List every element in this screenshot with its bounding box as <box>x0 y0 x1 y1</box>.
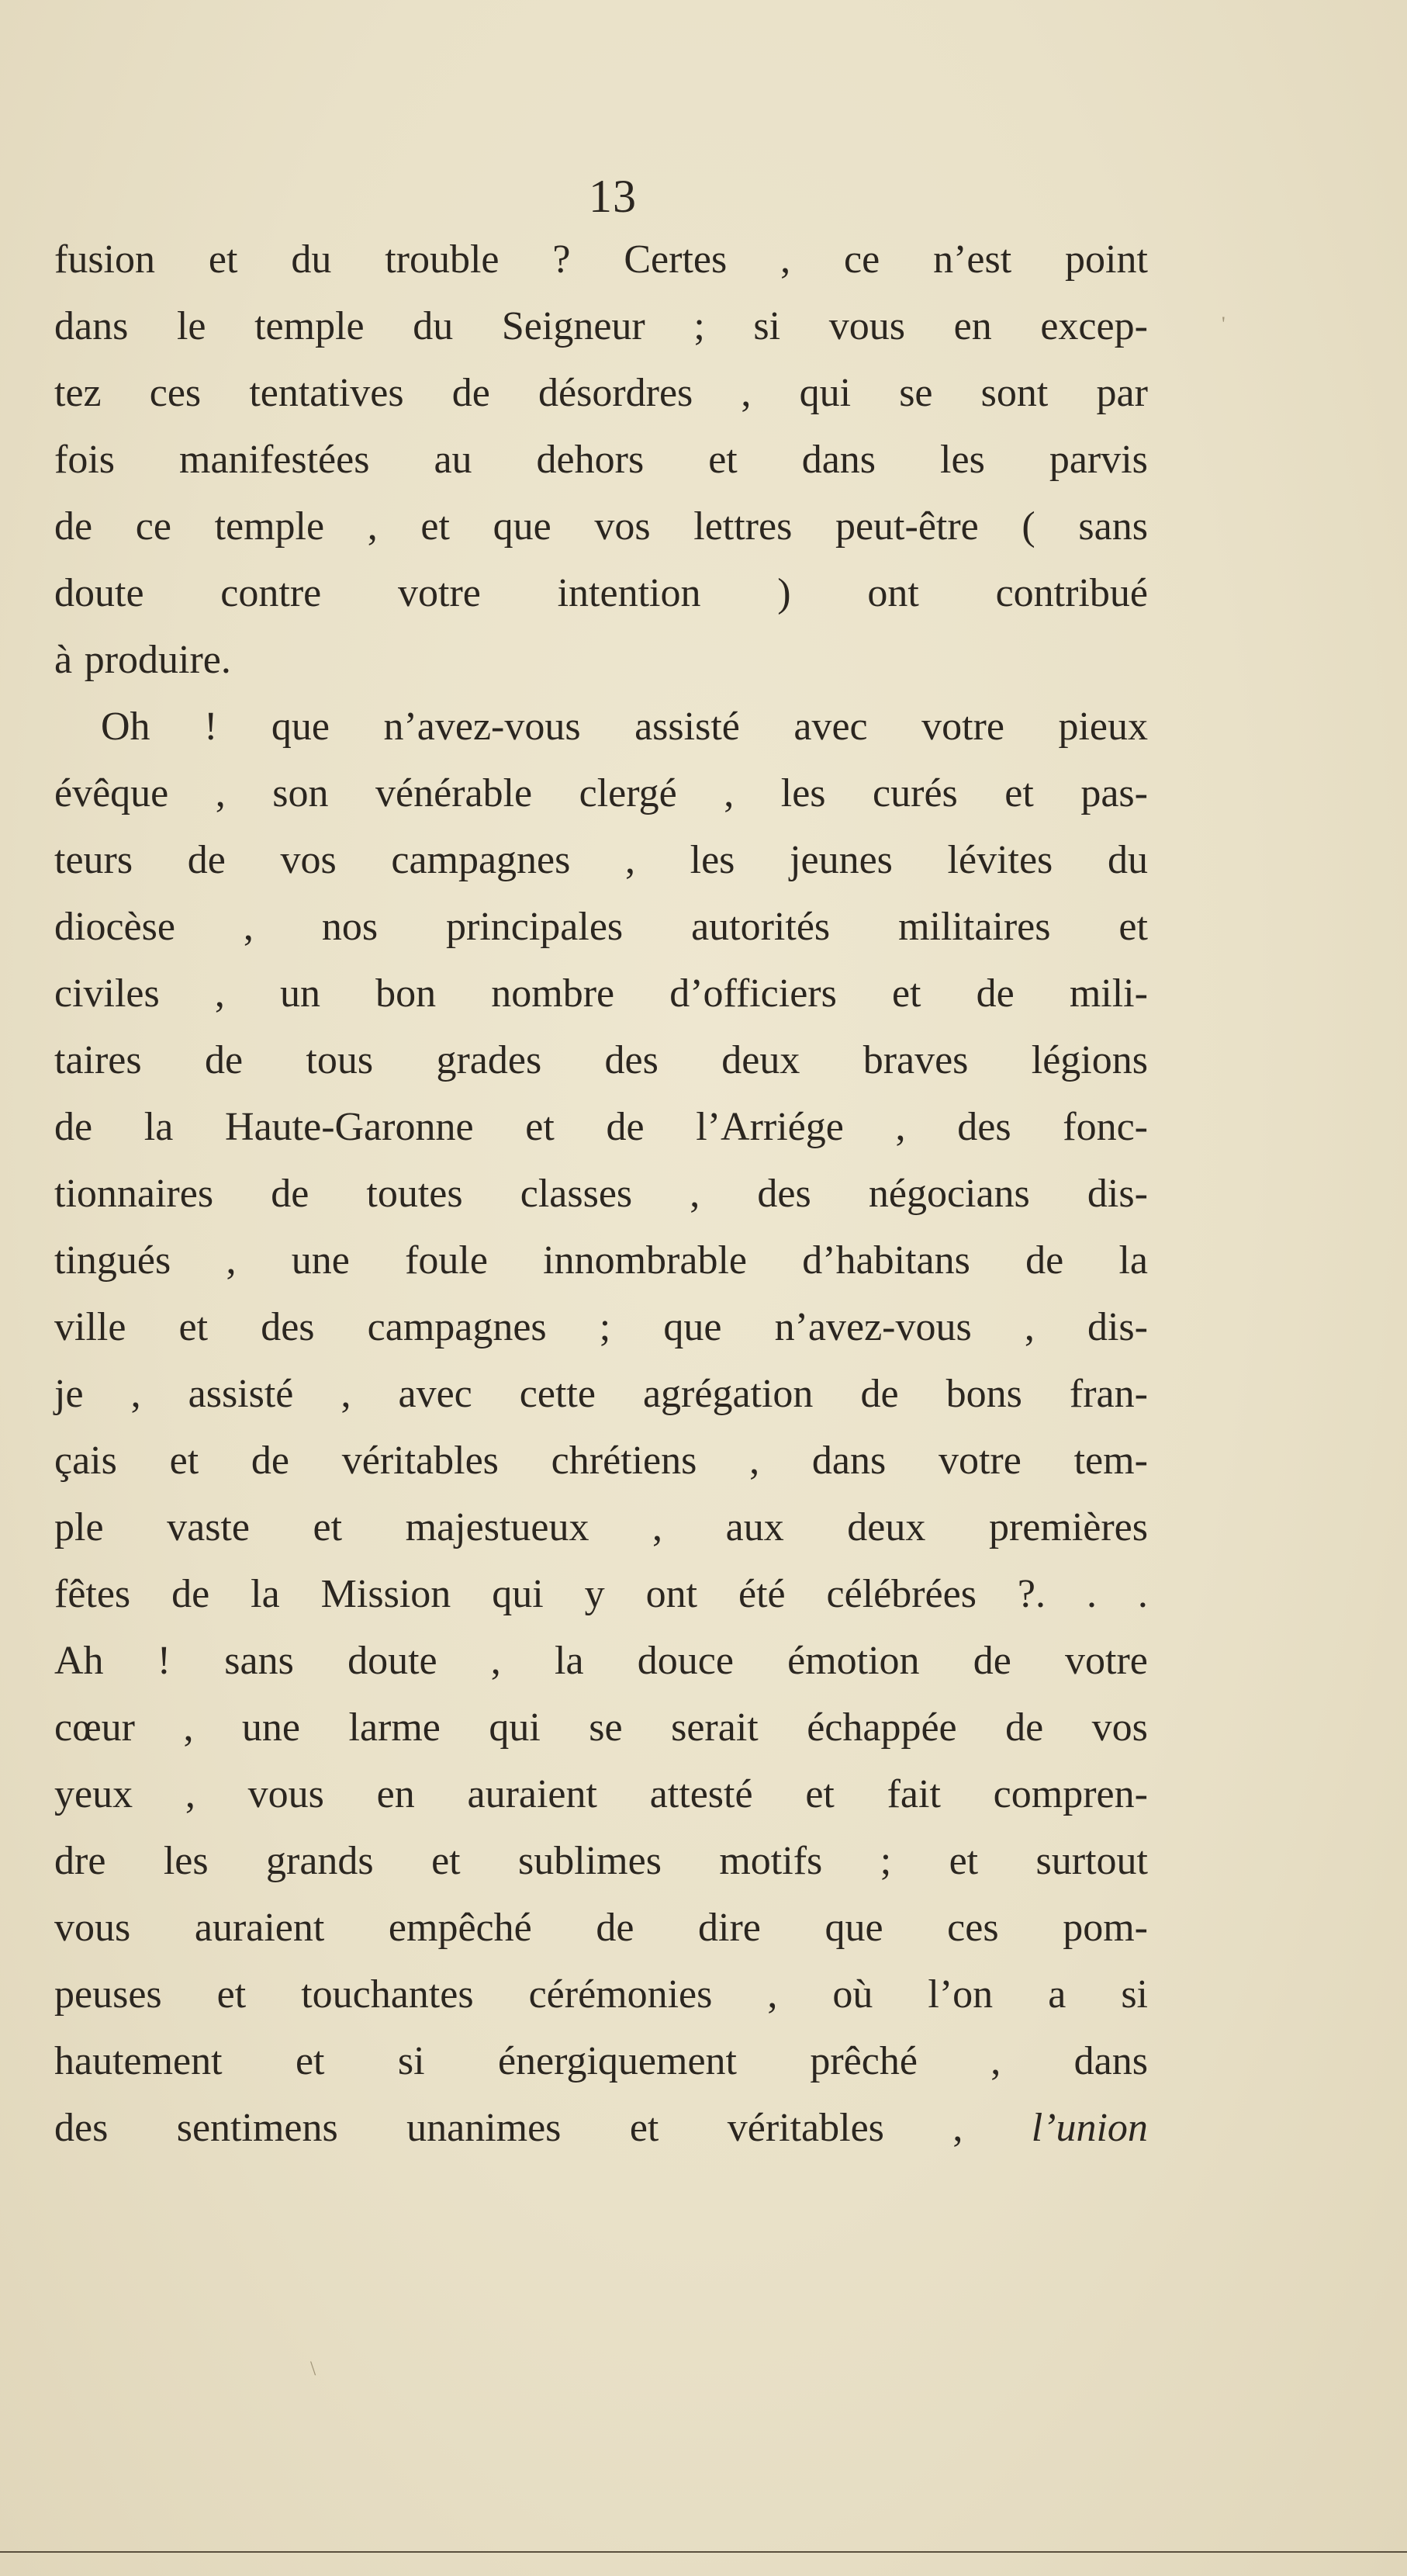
word: vous <box>54 1906 131 1950</box>
word: vos <box>280 838 337 882</box>
word: Oh <box>101 705 150 749</box>
word: , <box>952 2106 963 2150</box>
text-line <box>54 2095 1148 2162</box>
word: vos <box>594 504 651 549</box>
word: vos <box>1091 1705 1148 1750</box>
word: dans <box>801 438 876 482</box>
word: si <box>397 2039 425 2083</box>
word: du <box>1107 838 1148 882</box>
word: deux <box>721 1038 800 1082</box>
word: produire. <box>84 638 231 682</box>
text-line <box>54 1761 1148 1828</box>
word: nos <box>321 905 379 949</box>
word: et <box>216 1972 247 2017</box>
word: , <box>490 1639 501 1683</box>
word: de <box>860 1372 899 1416</box>
word: lévites <box>947 838 1053 882</box>
word: fois <box>54 438 115 482</box>
word: de <box>271 1172 309 1216</box>
text-line <box>54 1895 1148 1961</box>
word: pom- <box>1063 1906 1148 1950</box>
word: sans <box>1078 504 1148 549</box>
word: et <box>629 2106 659 2150</box>
word: et <box>169 1439 199 1483</box>
text-line <box>54 427 1148 493</box>
word: a <box>1048 1972 1066 2017</box>
word: et <box>208 237 238 282</box>
word: ?. <box>1017 1572 1046 1616</box>
word: Haute-Garonne <box>225 1105 474 1149</box>
word: ont <box>645 1572 698 1616</box>
word: grades <box>436 1038 542 1082</box>
word: touchantes <box>301 1972 474 2017</box>
word: de <box>187 838 226 882</box>
word: de <box>606 1105 645 1149</box>
word: agrégation <box>642 1372 814 1416</box>
word: par <box>1096 371 1148 415</box>
word: votre <box>1065 1639 1148 1683</box>
word: bon <box>375 971 437 1016</box>
word: , <box>749 1439 760 1483</box>
text-line <box>54 961 1148 1027</box>
word: , <box>690 1172 700 1216</box>
text-line <box>54 827 1148 894</box>
word: innombrable <box>543 1238 747 1283</box>
word: de <box>1005 1705 1044 1750</box>
word: fusion <box>54 237 155 282</box>
word: ont <box>867 571 919 615</box>
word: dre <box>54 1839 106 1883</box>
word: larme <box>348 1705 441 1750</box>
page-edge-rule <box>0 2551 1407 2553</box>
word: bons <box>945 1372 1022 1416</box>
word: ces <box>947 1906 999 1950</box>
word: légions <box>1031 1038 1148 1082</box>
text-line <box>54 1695 1148 1761</box>
word: mili- <box>1069 971 1148 1016</box>
word: fran- <box>1069 1372 1148 1416</box>
word: ces <box>149 371 202 415</box>
word: Mission <box>320 1572 451 1616</box>
word: doute <box>347 1639 437 1683</box>
word: la <box>143 1105 174 1149</box>
word: parvis <box>1049 438 1148 482</box>
word: sans <box>224 1639 294 1683</box>
word: désordres <box>538 371 693 415</box>
word: pieux <box>1058 705 1148 749</box>
word: , <box>215 771 226 815</box>
word: où <box>832 1972 873 2017</box>
word: . <box>1137 1572 1148 1616</box>
word: et <box>420 504 450 549</box>
word: , <box>652 1505 663 1549</box>
word: vous <box>828 304 905 348</box>
word: d’habitans <box>802 1238 970 1283</box>
word: ( <box>1022 504 1035 549</box>
word: assisté <box>188 1372 294 1416</box>
word: manifestées <box>179 438 370 482</box>
word: des <box>54 2106 109 2150</box>
word: nombre <box>491 971 615 1016</box>
word: dans <box>54 304 129 348</box>
word: tentatives <box>249 371 404 415</box>
word: principales <box>446 905 624 949</box>
word: n’avez-vous <box>383 705 581 749</box>
word: ) <box>777 571 791 615</box>
word: intention <box>557 571 701 615</box>
word: les <box>163 1839 209 1883</box>
word: de <box>251 1439 289 1483</box>
word: diocèse <box>54 905 175 949</box>
word: une <box>241 1705 301 1750</box>
word: teurs <box>54 838 133 882</box>
word: sont <box>980 371 1049 415</box>
word: la <box>1118 1238 1148 1283</box>
word: chrétiens <box>551 1439 697 1483</box>
word: ville <box>54 1305 126 1349</box>
word: sublimes <box>518 1839 662 1883</box>
word: temple <box>214 504 325 549</box>
word: l’Arriége <box>696 1105 844 1149</box>
word: , <box>243 905 254 949</box>
word: toutes <box>366 1172 463 1216</box>
text-line <box>54 1561 1148 1628</box>
word: , <box>741 371 752 415</box>
word: fonc- <box>1063 1105 1148 1149</box>
text-line <box>54 894 1148 961</box>
word: , <box>183 1705 194 1750</box>
word: empêché <box>388 1906 532 1950</box>
word: et <box>313 1505 343 1549</box>
word: et <box>178 1305 209 1349</box>
word: lettres <box>693 504 793 549</box>
word: motifs <box>719 1839 823 1883</box>
text-line <box>54 293 1148 360</box>
word: les <box>780 771 826 815</box>
word: , <box>895 1105 906 1149</box>
text-line <box>54 1428 1148 1494</box>
word: autorités <box>691 905 831 949</box>
word: surtout <box>1035 1839 1148 1883</box>
word: jeunes <box>790 838 893 882</box>
word: sentimens <box>176 2106 338 2150</box>
word: trouble <box>385 237 500 282</box>
word: tous <box>306 1038 374 1082</box>
word: yeux <box>54 1772 133 1816</box>
word: compren- <box>993 1772 1148 1816</box>
word: vénérable <box>375 771 533 815</box>
word: et <box>525 1105 555 1149</box>
word: majestueux <box>405 1505 589 1549</box>
word: prêché <box>810 2039 918 2083</box>
word: de <box>976 971 1015 1016</box>
word: , <box>185 1772 195 1816</box>
word: l’union <box>1031 2106 1148 2150</box>
word: dans <box>1073 2039 1148 2083</box>
word: dans <box>811 1439 887 1483</box>
word: peuses <box>54 1972 162 2017</box>
word: que <box>493 504 551 549</box>
word: contribué <box>995 571 1148 615</box>
word: l’on <box>928 1972 994 2017</box>
text-line <box>54 1027 1148 1094</box>
word: à <box>54 638 73 682</box>
word: votre <box>921 705 1004 749</box>
word: que <box>663 1305 722 1349</box>
word: échappée <box>807 1705 957 1750</box>
word: vous <box>247 1772 324 1816</box>
word: si <box>753 304 781 348</box>
text-line <box>54 1828 1148 1895</box>
word: , <box>625 838 636 882</box>
word: que <box>271 705 330 749</box>
word: des <box>604 1038 659 1082</box>
word: d’officiers <box>669 971 837 1016</box>
word: braves <box>863 1038 969 1082</box>
word: Seigneur <box>501 304 645 348</box>
text-line <box>54 2028 1148 2095</box>
word: civiles <box>54 971 160 1016</box>
word: de <box>171 1572 210 1616</box>
word: des <box>957 1105 1011 1149</box>
word: en <box>953 304 992 348</box>
word: temple <box>254 304 365 348</box>
word: n’avez-vous <box>774 1305 972 1349</box>
paper-speck: ' <box>1222 313 1226 335</box>
text-line <box>54 1294 1148 1361</box>
word: ! <box>204 705 218 749</box>
word: . <box>1086 1572 1097 1616</box>
body-text <box>54 227 1148 2162</box>
word: qui <box>799 371 852 415</box>
word: de <box>451 371 490 415</box>
word: aux <box>725 1505 784 1549</box>
word: ce <box>844 237 880 282</box>
text-line <box>54 760 1148 827</box>
word: des <box>261 1305 315 1349</box>
word: et <box>891 971 921 1016</box>
word: véritables <box>341 1439 499 1483</box>
text-line <box>54 1961 1148 2028</box>
text-line <box>54 227 1148 293</box>
word: campagnes <box>391 838 571 882</box>
word: qui <box>492 1572 544 1616</box>
word: les <box>940 438 985 482</box>
word: doute <box>54 571 144 615</box>
word: , <box>780 237 791 282</box>
word: cœur <box>54 1705 135 1750</box>
word: ? <box>552 237 571 282</box>
word: auraient <box>194 1906 325 1950</box>
word: hautement <box>54 2039 223 2083</box>
word: et <box>805 1772 835 1816</box>
word: du <box>413 304 454 348</box>
word: dehors <box>536 438 645 482</box>
word: Ah <box>54 1639 104 1683</box>
word: été <box>738 1572 786 1616</box>
word: cérémonies <box>528 1972 713 2017</box>
word: une <box>291 1238 350 1283</box>
text-line <box>54 360 1148 427</box>
word: évêque <box>54 771 169 815</box>
word: classes <box>520 1172 633 1216</box>
word: la <box>251 1572 280 1616</box>
word: auraient <box>467 1772 597 1816</box>
word: votre <box>938 1439 1022 1483</box>
word: foule <box>405 1238 488 1283</box>
word: ce <box>135 504 171 549</box>
word: de <box>204 1038 244 1082</box>
word: taires <box>54 1038 142 1082</box>
word: cette <box>519 1372 596 1416</box>
word: serait <box>671 1705 759 1750</box>
word: et <box>1118 905 1148 949</box>
word: ple <box>54 1505 104 1549</box>
word: se <box>899 371 933 415</box>
word: et <box>431 1839 461 1883</box>
word: vaste <box>167 1505 250 1549</box>
word: en <box>376 1772 415 1816</box>
word: tez <box>54 371 102 415</box>
word: militaires <box>898 905 1051 949</box>
word: pas- <box>1080 771 1148 815</box>
word: du <box>291 237 332 282</box>
word: , <box>724 771 735 815</box>
word: ; <box>693 304 705 348</box>
word: , <box>341 1372 351 1416</box>
word: dire <box>698 1906 761 1950</box>
word: au <box>434 438 472 482</box>
word: clergé <box>579 771 677 815</box>
word: tingués <box>54 1238 171 1283</box>
word: votre <box>398 571 481 615</box>
word: n’est <box>933 237 1012 282</box>
text-line <box>54 1227 1148 1294</box>
text-line <box>54 1494 1148 1561</box>
word: premières <box>988 1505 1148 1549</box>
word: des <box>757 1172 811 1216</box>
word: les <box>690 838 735 882</box>
word: douce <box>637 1639 734 1683</box>
word: y <box>584 1572 605 1616</box>
text-line <box>54 1094 1148 1161</box>
text-line <box>54 627 1148 694</box>
word: le <box>176 304 206 348</box>
word: un <box>280 971 320 1016</box>
word: avec <box>793 705 868 749</box>
word: grands <box>266 1839 374 1883</box>
word: de <box>1025 1238 1064 1283</box>
word: avec <box>398 1372 472 1416</box>
word: , <box>130 1372 141 1416</box>
word: , <box>767 1972 778 2017</box>
paper-speck: \ <box>310 2357 316 2380</box>
page-number: 13 <box>589 171 637 222</box>
word: fait <box>887 1772 941 1816</box>
word: et <box>949 1839 979 1883</box>
word: de <box>54 1105 93 1149</box>
word: si <box>1121 1972 1148 2017</box>
word: et <box>708 438 738 482</box>
word: point <box>1065 237 1148 282</box>
word: je <box>54 1372 84 1416</box>
word: de <box>54 504 93 549</box>
word: , <box>367 504 378 549</box>
word: , <box>1024 1305 1035 1349</box>
word: , <box>226 1238 237 1283</box>
word: campagnes <box>367 1305 547 1349</box>
word: négocians <box>868 1172 1030 1216</box>
word: de <box>596 1906 634 1950</box>
word: , <box>214 971 225 1016</box>
word: que <box>824 1906 883 1950</box>
word: et <box>295 2039 325 2083</box>
text-line <box>54 694 1148 760</box>
word: attesté <box>649 1772 753 1816</box>
word: ; <box>880 1839 892 1883</box>
word: son <box>272 771 329 815</box>
word: ; <box>599 1305 611 1349</box>
word: contre <box>220 571 322 615</box>
word: la <box>555 1639 584 1683</box>
word: tionnaires <box>54 1172 214 1216</box>
word: assisté <box>634 705 740 749</box>
text-line <box>54 560 1148 627</box>
word: célébrées <box>826 1572 977 1616</box>
word: çais <box>54 1439 117 1483</box>
word: unanimes <box>406 2106 562 2150</box>
word: excep- <box>1040 304 1148 348</box>
word: et <box>1004 771 1034 815</box>
word: se <box>589 1705 623 1750</box>
word: qui <box>489 1705 541 1750</box>
word: curés <box>873 771 958 815</box>
word: dis- <box>1087 1305 1148 1349</box>
word: peut-être <box>835 504 979 549</box>
text-line <box>54 1628 1148 1695</box>
word: fêtes <box>54 1572 131 1616</box>
word: deux <box>847 1505 926 1549</box>
word: tem- <box>1073 1439 1148 1483</box>
word: ! <box>157 1639 171 1683</box>
word: Certes <box>624 237 728 282</box>
word: , <box>990 2039 1001 2083</box>
text-line <box>54 1161 1148 1227</box>
text-line <box>54 493 1148 560</box>
text-line <box>54 1361 1148 1428</box>
word: véritables <box>727 2106 884 2150</box>
word: de <box>973 1639 1011 1683</box>
word: émotion <box>787 1639 920 1683</box>
word: énergiquement <box>497 2039 737 2083</box>
word: dis- <box>1087 1172 1148 1216</box>
